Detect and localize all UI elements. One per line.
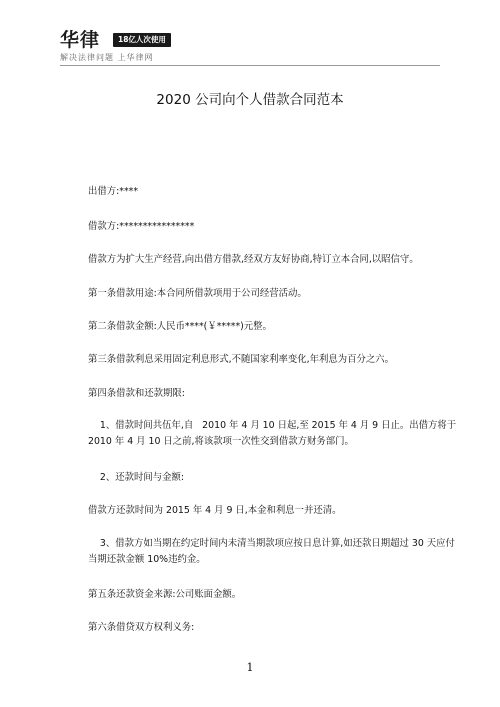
paragraph-clause-4-1: 1、借款时间共伍年,自 2010 年 4 月 10 日起,至 2015 年 4 月 9 日止。出借方将于 2010 年 4 月 10 日之前,将该款项一次性交到借款方财务部门。: [88, 420, 460, 447]
paragraph-article-3: 第三条借款利息采用固定利息形式,不随国家利率变化,年利息为百分之六。: [88, 354, 394, 365]
paragraph-repayment: 借款方还款时间为 2015 年 4 月 9 日,本金和利息一并还清。: [88, 505, 342, 516]
paragraph-preamble: 借款方为扩大生产经营,向出借方借款,经双方友好协商,特订立本合同,以昭信守。: [88, 254, 419, 265]
paragraph-article-5: 第五条还款资金来源:公司账面金额。: [88, 589, 242, 600]
brand-tagline: 解决法律问题 上华律网: [60, 53, 154, 62]
brand-logo: 华律: [60, 29, 101, 51]
brand-badge: 18亿人次使用: [113, 33, 171, 47]
paragraph-clause-4-3: 3、借款方如当期在约定时间内未清当期款项应按日息计算,如还款日期超过 30 天应付当期还款金额 10%违约金。: [88, 538, 455, 565]
paragraph-article-1: 第一条借款用途:本合同所借款项用于公司经营活动。: [88, 288, 307, 299]
paragraph-article-2: 第二条借款金额:人民币****(￥*****)元整。: [88, 321, 272, 332]
paragraph-lender: 出借方:****: [88, 186, 139, 197]
paragraph-borrower: 借款方:****************: [88, 221, 195, 232]
paragraph-clause-4-2: 2、还款时间与金额:: [88, 472, 185, 483]
page-number: 1: [246, 661, 254, 674]
document-title: 2020 公司向个人借款合同范本: [156, 92, 344, 108]
paragraph-article-6: 第六条借贷双方权利义务:: [88, 622, 195, 633]
header-divider: [60, 65, 440, 66]
brand-header: [60, 30, 480, 64]
paragraph-article-4: 第四条借款和还款期限:: [88, 388, 185, 399]
